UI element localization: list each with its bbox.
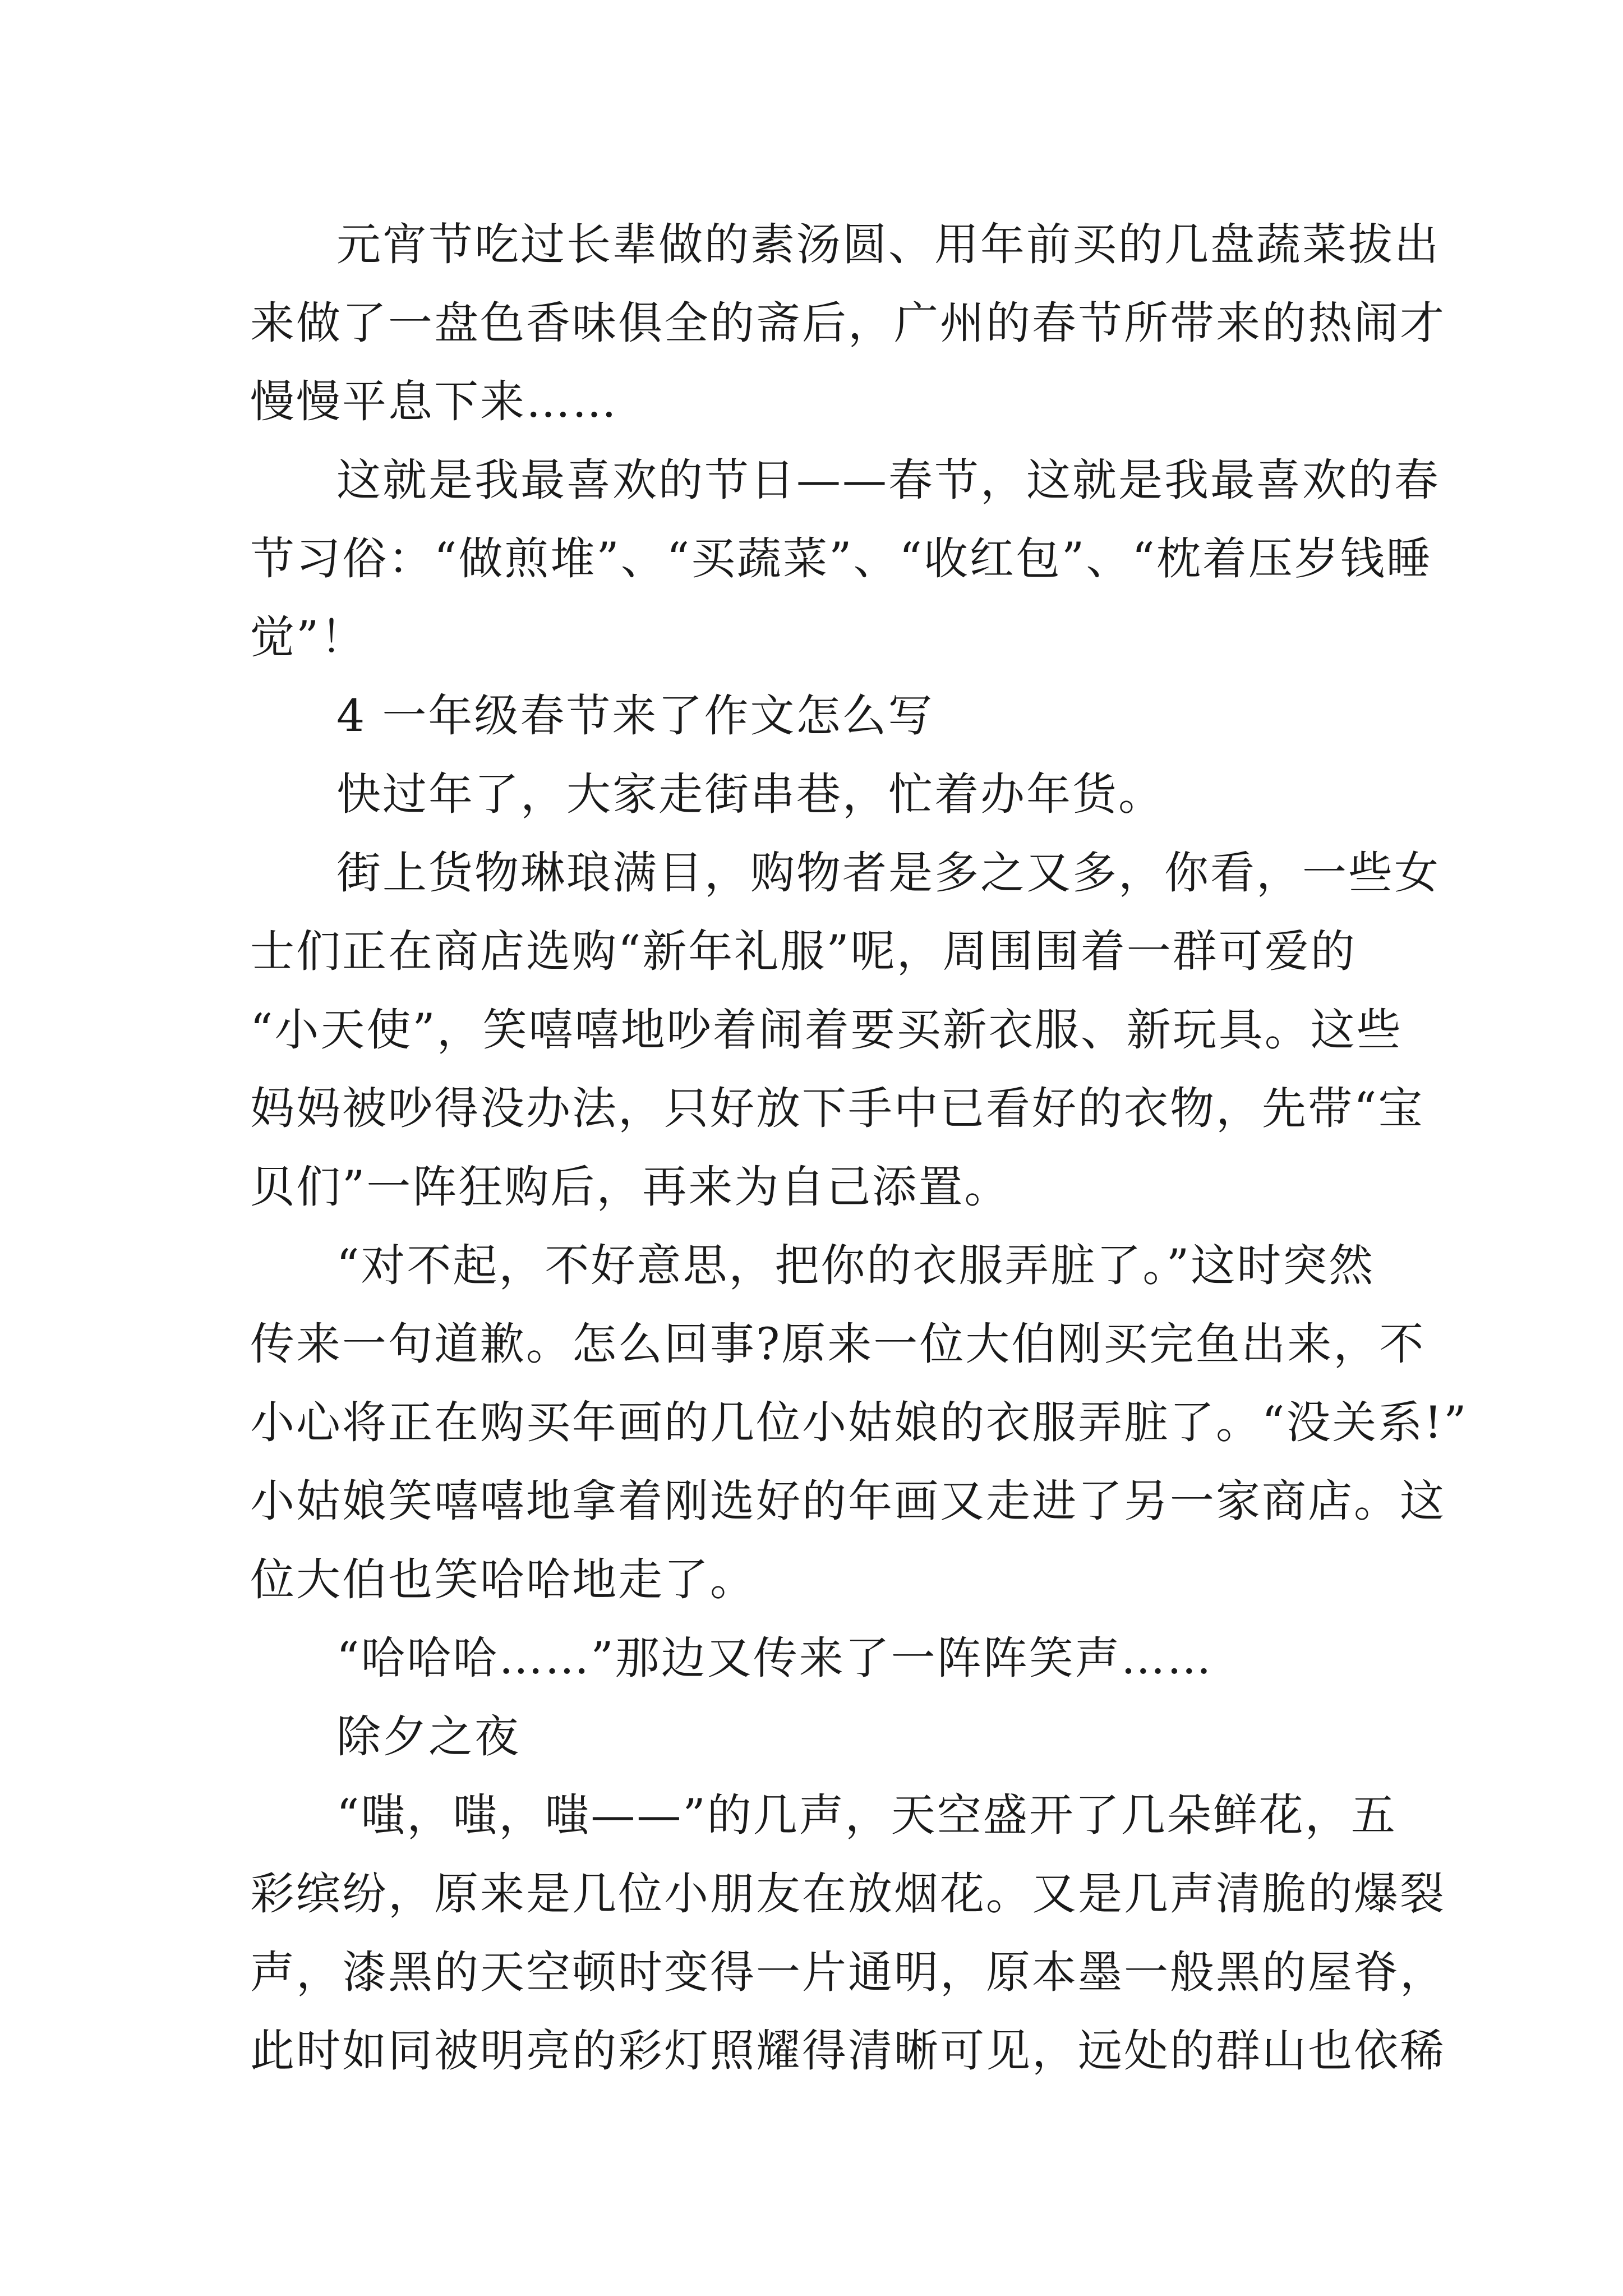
text-line: 快过年了，大家走街串巷，忙着办年货。 — [336, 769, 1164, 820]
text-line: 街上货物琳琅满目，购物者是多之又多，你看，一些女 — [336, 847, 1440, 899]
text-line: 士们正在商店选购“新年礼服”呢，周围围着一群可爱的 — [250, 926, 1357, 977]
text-line: 此时如同被明亮的彩灯照耀得清晰可见，远处的群山也依稀 — [250, 2025, 1446, 2077]
text-line: 声，漆黑的天空顿时变得一片通明，原本墨一般黑的屋脊， — [250, 1947, 1446, 1998]
text-line: 位大伯也笑哈哈地走了。 — [250, 1554, 756, 1605]
text-line: 来做了一盘色香味俱全的斋后，广州的春节所带来的热闹才 — [250, 297, 1446, 349]
text-line: “对不起，不好意思，把你的衣服弄脏了。”这时突然 — [336, 1240, 1375, 1291]
text-line: “嗤，嗤，嗤——”的几声，天空盛开了几朵鲜花，五 — [336, 1789, 1397, 1841]
text-line: “哈哈哈……”那边又传来了一阵阵笑声…… — [336, 1632, 1213, 1684]
text-line: 节习俗：“做煎堆”、“买蔬菜”、“收红包”、“枕着压岁钱睡 — [250, 533, 1432, 585]
text-line: 小心将正在购买年画的几位小姑娘的衣服弄脏了。“没关系!” — [250, 1397, 1468, 1448]
text-line: 小姑娘笑嘻嘻地拿着刚选好的年画又走进了另一家商店。这 — [250, 1475, 1446, 1527]
text-line: 彩缤纷，原来是几位小朋友在放烟花。又是几声清脆的爆裂 — [250, 1868, 1446, 1920]
text-line: 元宵节吃过长辈做的素汤圆、用年前买的几盘蔬菜拔出 — [336, 219, 1440, 270]
text-line: 除夕之夜 — [336, 1711, 520, 1763]
text-line: 觉”！ — [250, 611, 367, 663]
section-heading: 4 一年级春节来了作文怎么写 — [336, 690, 934, 742]
text-line: 这就是我最喜欢的节日——春节，这就是我最喜欢的春 — [336, 454, 1440, 506]
text-line: “小天使”，笑嘻嘻地吵着闹着要买新衣服、新玩具。这些 — [250, 1004, 1403, 1056]
text-line: 慢慢平息下来…… — [250, 376, 618, 427]
text-line: 妈妈被吵得没办法，只好放下手中已看好的衣物，先带“宝 — [250, 1083, 1424, 1134]
text-line: 贝们”一阵狂购后，再来为自己添置。 — [250, 1161, 1011, 1213]
text-line: 传来一句道歉。怎么回事?原来一位大伯刚买完鱼出来，不 — [250, 1318, 1426, 1370]
